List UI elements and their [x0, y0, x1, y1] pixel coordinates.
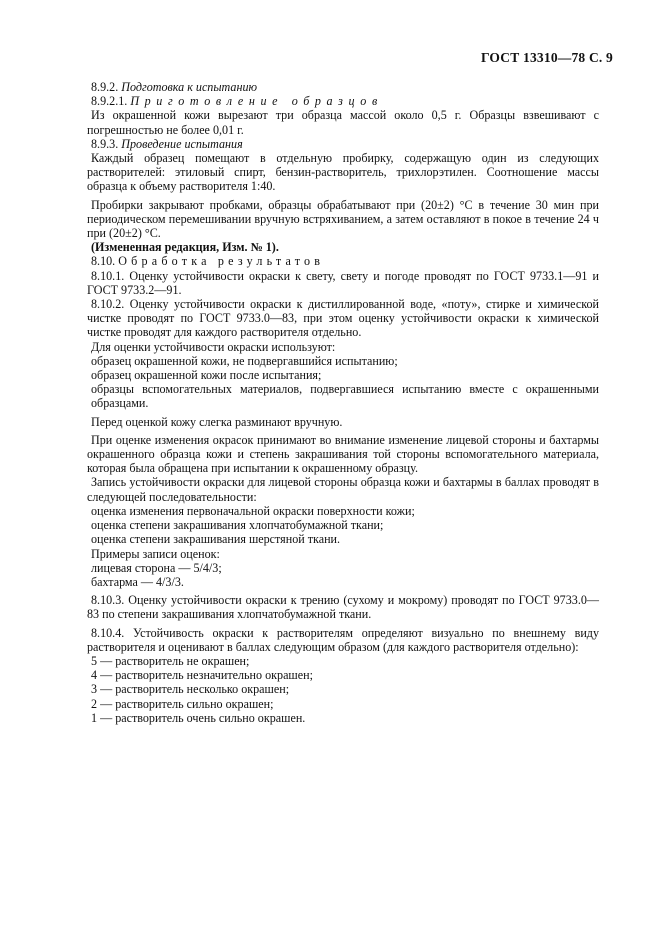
paragraph-8-10-2: 8.10.2. Оценку устойчивости окраски к дистиллированной воде, «поту», стирке и химической чистке проводят по ГОСТ 9733.0—83, при этом оценку устойчивости окраски к химической чистке проводят для каждого растворителя отдельно.	[87, 297, 599, 340]
list-item: оценка изменения первоначальной окраски поверхности кожи;	[91, 503, 415, 518]
section-number: 8.9.2.1.	[91, 94, 128, 109]
document-body	[87, 80, 599, 725]
section-8-10	[87, 254, 599, 268]
paragraph: Пробирки закрывают пробками, образцы обрабатывают при (20±2) °С в течение 30 мин при периодическом перемешивании вручную встряхиванием, а затем оставляют в покое в течение 24 ч при (20±2) °С.	[87, 197, 599, 241]
examples-title: Примеры записи оценок:	[91, 546, 220, 561]
section-8-9-2-1	[87, 94, 599, 108]
paragraph: Для оценки устойчивости окраски используют:	[91, 339, 336, 354]
list-item: образец окрашенной кожи после испытания;	[91, 368, 322, 383]
amendment-note: (Измененная редакция, Изм. № 1).	[91, 240, 279, 255]
list-item: 3 — растворитель несколько окрашен;	[91, 682, 290, 697]
section-title: Обработка результатов	[118, 254, 325, 269]
section-title: Подготовка к испытанию	[121, 80, 258, 94]
list-item: 4 — растворитель незначительно окрашен;	[91, 668, 313, 683]
list-item: оценка степени закрашивания хлопчатобумажной ткани;	[91, 518, 384, 533]
paragraph-8-10-4: 8.10.4. Устойчивость окраски к растворителям определяют визуально по внешнему виду растворителя и оценивают в баллах следующим образом (для каждого растворителя отдельно):	[87, 625, 599, 654]
list-item: 5 — растворитель не окрашен;	[91, 653, 250, 668]
section-title: Приготовление образцов	[130, 94, 383, 109]
section-8-9-2	[87, 80, 599, 94]
list-item: 2 — растворитель сильно окрашен;	[91, 696, 274, 711]
list-item: образец окрашенной кожи, не подвергавшийся испытанию;	[91, 353, 398, 368]
paragraph-8-10-3: 8.10.3. Оценку устойчивости окраски к трению (сухому и мокрому) проводят по ГОСТ 9733.0—83 по степени закрашивания хлопчатобумажной ткани.	[87, 593, 599, 622]
section-number: 8.9.3.	[91, 136, 119, 151]
page-header: ГОСТ 13310—78 С. 9	[480, 50, 613, 65]
paragraph: При оценке изменения окрасок принимают во внимание изменение лицевой стороны и бахтармы окрашенного образца кожи и степень закрашивания той стороны вспомогательного материала, которая была обращена при испытании к окрашенному образцу.	[87, 432, 599, 476]
list-item: 1 — растворитель очень сильно окрашен.	[91, 710, 306, 725]
section-8-9-3	[87, 137, 599, 151]
paragraph: Запись устойчивости окраски для лицевой стороны образца кожи и бахтармы в баллах проводят в следующей последовательности:	[87, 475, 599, 504]
paragraph: Каждый образец помещают в отдельную пробирку, содержащую один из следующих растворителей: этиловый спирт, бензин-растворитель, трихлорэтилен. Соотношение массы образца к объему растворителя 1:40.	[87, 151, 599, 194]
list-item: бахтарма — 4/3/3.	[91, 574, 184, 589]
section-title: Проведение испытания	[121, 136, 243, 151]
list-item: образцы вспомогательных материалов, подвергавшиеся испытанию вместе с окрашенными образцами.	[91, 382, 599, 411]
list-item: оценка степени закрашивания шерстяной ткани.	[91, 532, 341, 547]
list-item: лицевая сторона — 5/4/3;	[91, 560, 222, 575]
section-number: 8.9.2.	[91, 80, 119, 94]
paragraph: Перед оценкой кожу слегка разминают вручную.	[91, 414, 343, 429]
paragraph-8-10-1: 8.10.1. Оценку устойчивости окраски к свету, свету и погоде проводят по ГОСТ 9733.1—91 и ГОСТ 9733.2—91.	[87, 268, 599, 297]
section-number: 8.10.	[91, 254, 116, 269]
paragraph: Из окрашенной кожи вырезают три образца массой около 0,5 г. Образцы взвешивают с погрешностью не более 0,01 г.	[87, 108, 599, 137]
